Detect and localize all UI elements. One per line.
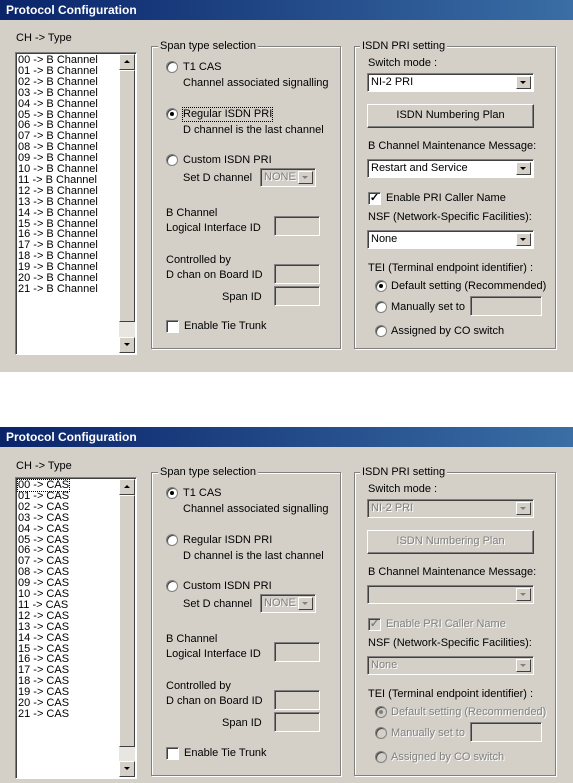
list-item[interactable]: 05 -> CAS [18,533,70,546]
dialog-title: Protocol Configuration [0,0,573,20]
logical-interface-input[interactable] [274,642,320,662]
span-id-input[interactable] [274,712,320,732]
tei-assigned-label: Assigned by CO switch [391,325,505,337]
span-id-input[interactable] [274,286,320,306]
caller-name-label: Enable PRI Caller Name [386,192,506,204]
chevron-down-icon [516,659,531,672]
set-d-channel-select[interactable]: NONE [260,594,316,613]
list-item[interactable]: 20 -> B Channel [18,272,98,284]
logical-interface-label: Logical Interface ID [166,648,261,660]
board-id-input[interactable] [274,264,320,284]
span-type-legend: Span type selection [160,466,257,478]
channel-list-header: CH -> Type [16,460,72,472]
list-item[interactable]: 07 -> B Channel [18,130,98,143]
channel-list[interactable] [15,477,137,779]
list-item[interactable]: 18 -> CAS [18,675,70,688]
radio-tei-default[interactable] [375,706,387,718]
nsf-label: NSF (Network-Specific Facilities): [368,211,532,223]
radio-custom-isdn[interactable] [166,580,178,592]
chevron-down-icon [298,597,313,610]
tei-manual-input[interactable] [470,296,542,316]
chevron-down-icon [516,233,531,246]
radio-tei-default[interactable] [375,280,387,292]
list-item[interactable]: 15 -> CAS [18,642,70,655]
tei-manual-label: Manually set to [391,301,465,313]
scroll-thumb[interactable] [119,495,135,747]
list-item[interactable]: 09 -> B Channel [18,152,98,165]
list-item[interactable]: 11 -> B Channel [18,173,97,186]
isdn-pri-legend: ISDN PRI setting [362,466,446,478]
list-item[interactable]: 15 -> B Channel [18,217,98,230]
radio-t1-cas[interactable] [166,487,178,499]
list-item[interactable]: 20 -> CAS [18,697,70,709]
list-item[interactable]: 21 -> CAS [18,707,70,720]
list-item[interactable]: 02 -> B Channel [18,75,98,88]
nsf-select[interactable]: None [367,230,534,249]
channel-list-scrollbar[interactable] [119,479,135,777]
list-item[interactable]: 09 -> CAS [18,577,70,590]
scroll-up-icon[interactable] [119,54,135,70]
set-d-channel-label: Set D channel [183,172,253,184]
board-id-input[interactable] [274,690,320,710]
radio-regular-isdn[interactable] [166,534,178,546]
tie-trunk-checkbox[interactable] [166,747,179,760]
list-item[interactable]: 04 -> B Channel [18,97,98,110]
list-item[interactable]: 07 -> CAS [18,555,70,568]
isdn-numbering-plan-button[interactable]: ISDN Numbering Plan [367,104,534,128]
chevron-down-icon [516,76,531,89]
list-item[interactable]: 11 -> CAS [18,598,69,611]
set-d-channel-select[interactable]: NONE [260,168,316,187]
switch-mode-select[interactable]: NI-2 PRI [367,499,534,518]
scroll-down-icon[interactable] [119,337,135,353]
list-item[interactable]: 14 -> B Channel [18,206,98,219]
regular-isdn-label: Regular ISDN PRI [183,108,273,120]
scroll-up-icon[interactable] [119,479,135,495]
list-item[interactable]: 19 -> B Channel [18,261,98,274]
radio-regular-isdn[interactable] [166,108,178,120]
maint-message-label: B Channel Maintenance Message: [368,140,537,152]
t1-cas-label: T1 CAS [183,487,222,499]
radio-tei-manual[interactable] [375,727,387,739]
span-id-label: Span ID [222,717,262,729]
list-item[interactable]: 06 -> B Channel [18,119,98,132]
list-item[interactable]: 13 -> CAS [18,620,70,633]
tei-assigned-label: Assigned by CO switch [391,751,505,763]
chevron-down-icon [516,162,531,175]
radio-tei-assigned[interactable] [375,751,387,763]
regular-isdn-desc: D channel is the last channel [183,124,324,136]
tie-trunk-label: Enable Tie Trunk [184,320,267,332]
list-item[interactable]: 10 -> CAS [18,588,70,600]
list-item[interactable]: 21 -> B Channel [18,282,98,295]
channel-list[interactable] [15,52,137,355]
isdn-pri-legend: ISDN PRI setting [362,40,446,52]
b-channel-label: B Channel [166,207,218,219]
list-item[interactable]: 01 -> B Channel [18,64,98,77]
dialog-isdn-pri [0,0,573,372]
tei-manual-label: Manually set to [391,727,465,739]
controlled-by-label: Controlled by [166,254,231,266]
chevron-down-icon [516,502,531,515]
set-d-channel-label: Set D channel [183,598,253,610]
list-item[interactable]: 12 -> CAS [18,609,70,622]
list-item[interactable]: 19 -> CAS [18,686,70,699]
logical-interface-label: Logical Interface ID [166,222,261,234]
t1-cas-label: T1 CAS [183,61,222,73]
board-id-label: D chan on Board ID [166,695,263,707]
list-item[interactable]: 18 -> B Channel [18,250,98,263]
tei-default-label: Default setting (Recommended) [391,706,547,718]
list-item[interactable]: 14 -> CAS [18,631,70,644]
channel-list-scrollbar[interactable] [119,54,135,353]
t1-cas-desc: Channel associated signalling [183,77,329,89]
maint-message-label: B Channel Maintenance Message: [368,566,537,578]
switch-mode-select[interactable]: NI-2 PRI [367,73,534,92]
regular-isdn-label: Regular ISDN PRI [183,534,273,546]
controlled-by-label: Controlled by [166,680,231,692]
t1-cas-desc: Channel associated signalling [183,503,329,515]
dialog-t1-cas [0,427,573,783]
radio-custom-isdn[interactable] [166,154,178,166]
radio-tei-manual[interactable] [375,301,387,313]
tei-default-label: Default setting (Recommended) [391,280,547,292]
tei-manual-input[interactable] [470,722,542,742]
chevron-down-icon [298,171,313,184]
scroll-down-icon[interactable] [119,761,135,777]
list-item[interactable]: 00 -> B Channel [18,54,98,66]
list-item[interactable]: 02 -> CAS [18,500,70,513]
nsf-label: NSF (Network-Specific Facilities): [368,637,532,649]
caller-name-checkbox[interactable]: ✓ [369,192,380,204]
tei-label: TEI (Terminal endpoint identifier) : [368,262,534,274]
list-item[interactable]: 00 -> CAS [18,479,70,491]
dialog-title: Protocol Configuration [0,427,573,447]
list-item[interactable]: 16 -> B Channel [18,228,98,241]
board-id-label: D chan on Board ID [166,269,263,281]
list-item[interactable]: 10 -> B Channel [18,163,98,175]
list-item[interactable]: 03 -> CAS [18,511,70,524]
list-item[interactable]: 13 -> B Channel [18,195,98,208]
switch-mode-label: Switch mode : [368,57,438,69]
tie-trunk-checkbox[interactable] [166,320,179,333]
list-item[interactable]: 04 -> CAS [18,522,70,535]
custom-isdn-label: Custom ISDN PRI [183,154,272,166]
list-item[interactable]: 12 -> B Channel [18,184,98,197]
isdn-numbering-plan-button[interactable]: ISDN Numbering Plan [367,530,534,554]
tei-label: TEI (Terminal endpoint identifier) : [368,688,534,700]
radio-t1-cas[interactable] [166,61,178,73]
regular-isdn-desc: D channel is the last channel [183,550,324,562]
list-item[interactable]: 06 -> CAS [18,544,70,557]
scroll-thumb[interactable] [119,70,135,322]
nsf-select[interactable]: None [367,656,534,675]
list-item[interactable]: 16 -> CAS [18,653,70,666]
list-item[interactable]: 17 -> B Channel [18,239,98,252]
chevron-down-icon [516,588,531,601]
switch-mode-label: Switch mode : [368,483,438,495]
channel-list-header: CH -> Type [16,32,72,44]
span-id-label: Span ID [222,291,262,303]
custom-isdn-label: Custom ISDN PRI [183,580,272,592]
list-item[interactable]: 08 -> CAS [18,566,70,579]
maint-message-select[interactable]: Restart and Service [367,159,534,178]
list-item[interactable]: 08 -> B Channel [18,141,98,154]
b-channel-label: B Channel [166,633,218,645]
radio-tei-assigned[interactable] [375,325,387,337]
logical-interface-input[interactable] [274,216,320,236]
list-item[interactable]: 17 -> CAS [18,664,70,677]
span-type-legend: Span type selection [160,40,257,52]
maint-message-select[interactable] [367,585,534,604]
list-item[interactable]: 05 -> B Channel [18,108,98,121]
caller-name-label: Enable PRI Caller Name [386,618,506,630]
list-item[interactable]: 01 -> CAS [18,489,70,502]
caller-name-checkbox[interactable]: ✓ [369,618,380,630]
list-item[interactable]: 03 -> B Channel [18,86,98,99]
tie-trunk-label: Enable Tie Trunk [184,747,267,759]
